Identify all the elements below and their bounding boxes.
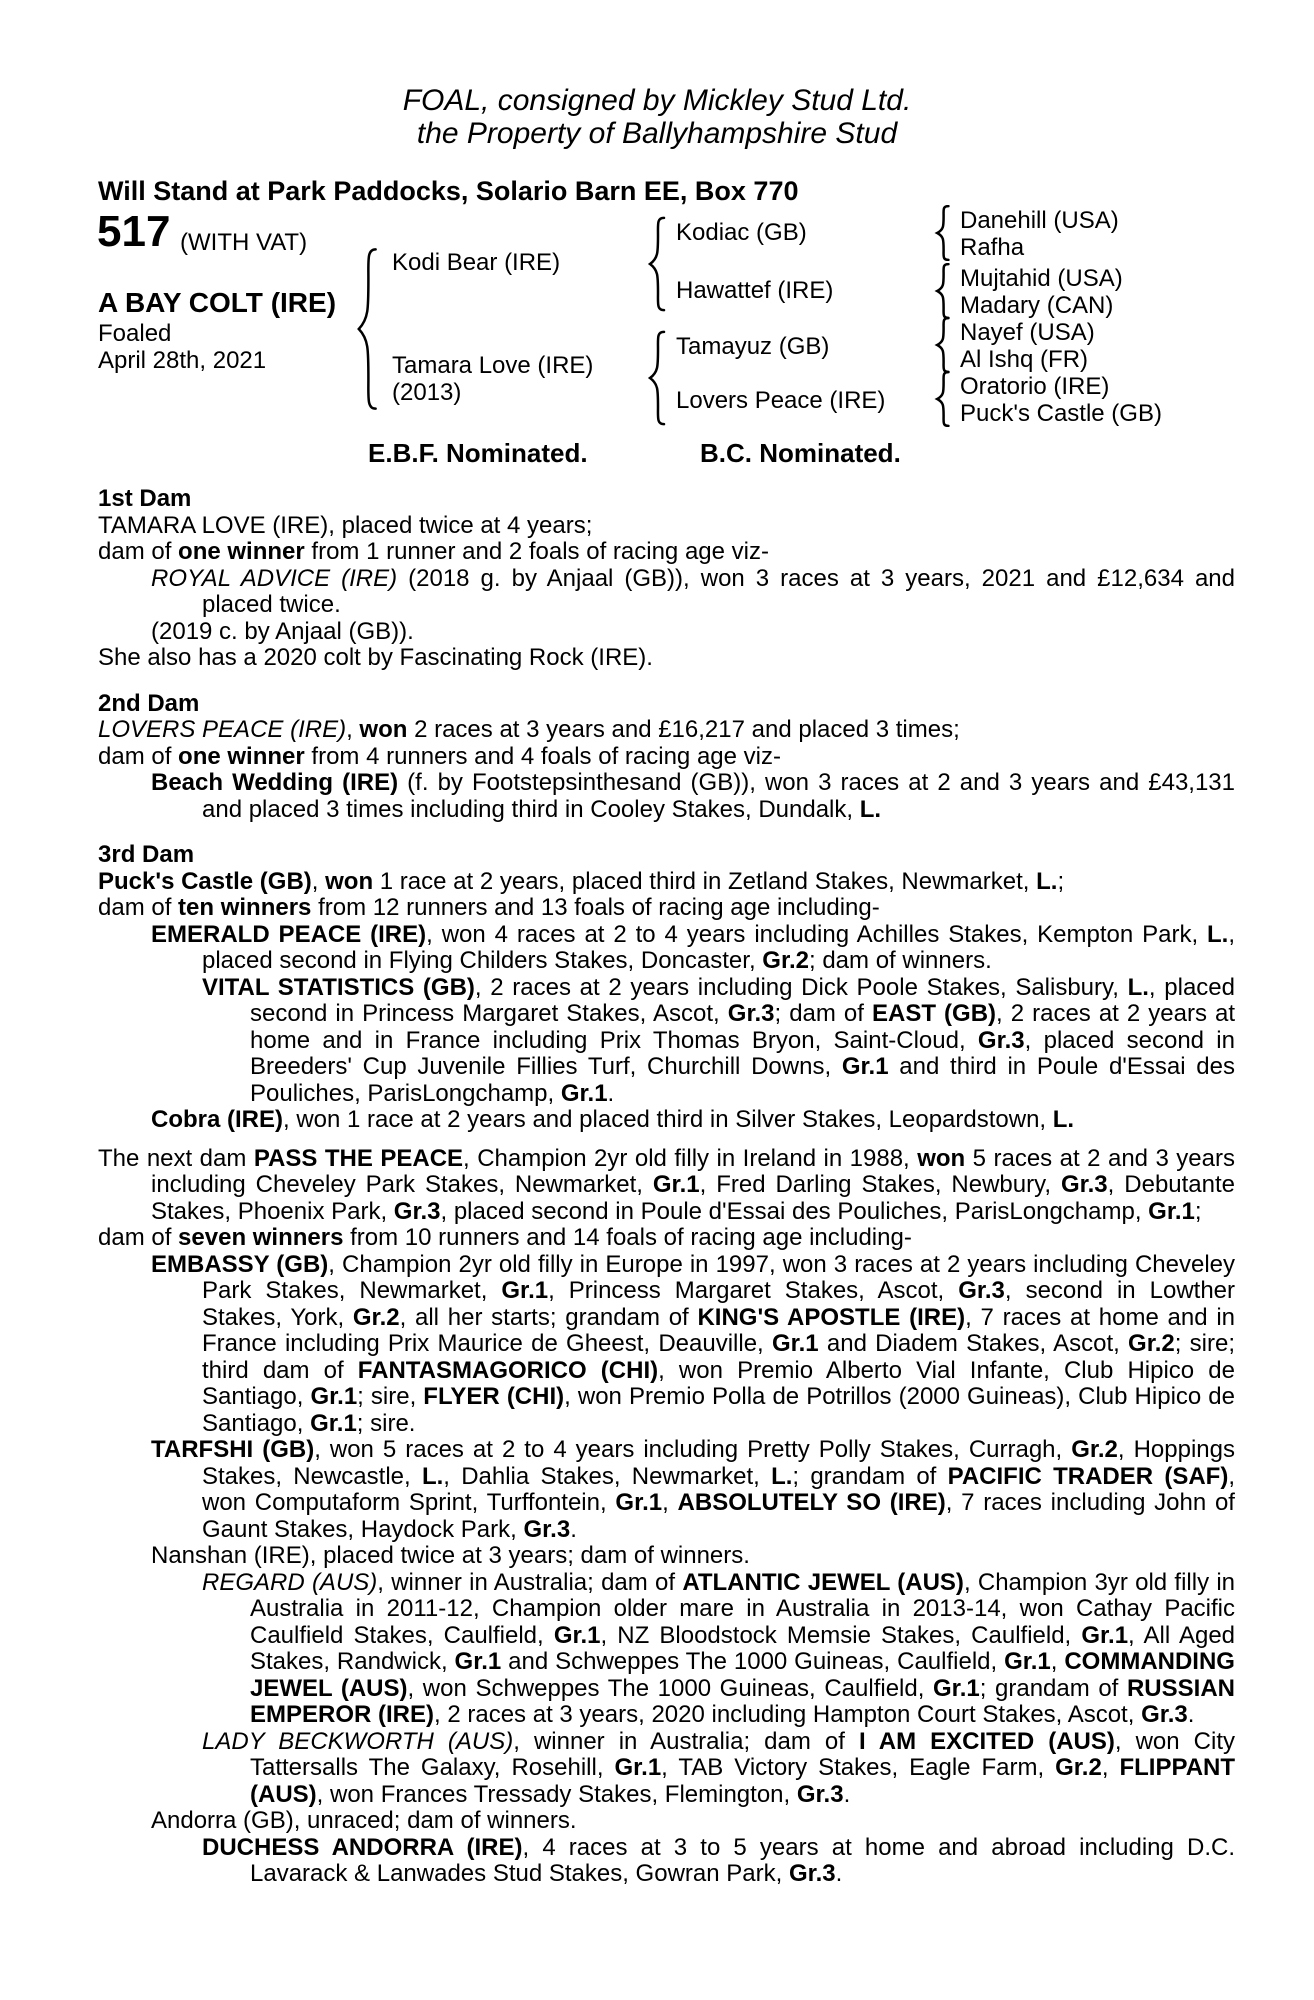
pedigree-paragraph xyxy=(98,717,1235,744)
lot-number: 517 xyxy=(97,207,171,256)
text-run: L. xyxy=(1127,973,1149,1001)
pedigree-paragraph xyxy=(98,1225,1235,1252)
pedigree-paragraph xyxy=(98,770,1235,823)
text-run: Gr.1 xyxy=(841,1053,889,1080)
vat-note: (WITH VAT) xyxy=(180,229,308,256)
text-run: won xyxy=(917,1144,966,1172)
text-run: TARFSHI (GB) xyxy=(151,1436,315,1463)
text-run: Gr.3 xyxy=(796,1780,844,1808)
text-run: , Champion 3yr old filly in Australia in 2011-12, Champion older mare in Australia in 2013-14, won Cathay Pacific Caulfield Stakes, Caulfield, xyxy=(250,1568,1236,1649)
text-run: Gr.3 xyxy=(393,1197,441,1225)
text-run: from 12 runners and 13 foals of racing age including- xyxy=(311,894,880,921)
sire-sire-name: Kodiac (GB) xyxy=(676,219,807,246)
ggp-name: Al Ishq (FR) xyxy=(960,346,1089,373)
text-run: Gr.1 xyxy=(615,1489,663,1516)
text-run: , placed second in Flying Childers Stakes, Doncaster, xyxy=(202,920,1236,974)
dam-heading: 3rd Dam xyxy=(98,841,195,868)
text-run: won xyxy=(359,716,408,743)
dam-section xyxy=(98,1146,1235,1888)
text-run: DUCHESS ANDORRA (IRE) xyxy=(202,1833,523,1861)
text-run: L. xyxy=(1052,1106,1075,1133)
text-run: seven winners xyxy=(178,1224,344,1251)
text-run: FANTASMAGORICO (CHI) xyxy=(357,1356,659,1384)
foaled-label: Foaled xyxy=(98,320,172,347)
text-run: COMMANDING JEWEL (AUS) xyxy=(250,1648,1235,1702)
text-run: , won Premio Polla de Potrillos (2000 Guineas), Club Hipico de Santiago, xyxy=(202,1383,1235,1437)
text-run: EMERALD PEACE (IRE) xyxy=(151,920,427,948)
text-run: , won 4 races at 2 to 4 years including Achilles Stakes, Kempton Park, xyxy=(426,920,1208,948)
text-run: L. xyxy=(771,1462,793,1490)
text-run: Gr.1 xyxy=(1081,1621,1129,1649)
text-run: and Schweppes The 1000 Guineas, Caulfield, xyxy=(501,1648,1005,1675)
page-title-line1: FOAL, consigned by Mickley Stud Ltd. xyxy=(402,84,912,117)
text-run: , xyxy=(346,716,360,743)
text-run: Gr.3 xyxy=(1060,1171,1108,1198)
text-run: 1 race at 2 years, placed third in Zetland Stakes, Newmarket, xyxy=(373,867,1037,895)
pedigree-paragraph xyxy=(98,744,1235,771)
text-run: dam of xyxy=(98,1224,179,1251)
text-run: Gr.3 xyxy=(788,1860,836,1887)
text-run: , xyxy=(1050,1648,1065,1675)
dam-dam-name: Lovers Peace (IRE) xyxy=(676,387,886,414)
text-run: ; sire; third dam of xyxy=(202,1330,1235,1384)
text-run: , Hoppings Stakes, Newcastle, xyxy=(202,1436,1235,1490)
text-run: , Dahlia Stakes, Newmarket, xyxy=(443,1462,772,1490)
text-run: PACIFIC TRADER (SAF) xyxy=(947,1462,1229,1490)
text-run: EMBASSY (GB) xyxy=(151,1250,329,1278)
text-run: , winner in Australia; dam of xyxy=(513,1727,859,1755)
text-run: , 7 races at home and in France including Prix Maurice de Gheest, Deauville, xyxy=(202,1303,1235,1357)
text-run: Gr.1 xyxy=(560,1079,608,1107)
text-run: , won Schweppes The 1000 Guineas, Caulfield, xyxy=(407,1674,934,1702)
text-run: dam of xyxy=(98,894,179,921)
text-run: , 4 races at 3 to 5 years at home and abroad including D.C. Lavarack & Lanwades Stud Stakes, Gowran Park, xyxy=(250,1833,1236,1887)
bc-nomination: B.C. Nominated. xyxy=(700,438,901,468)
pedigree-paragraph xyxy=(98,1543,1235,1570)
text-run: and Diadem Stakes, Ascot, xyxy=(818,1330,1129,1357)
text-run: 2 races at 3 years and £16,217 and placed 3 times; xyxy=(407,716,960,743)
text-run: , Champion 2yr old filly in Europe in 1997, won 3 races at 2 years including Cheveley Park Stakes, Newmarket, xyxy=(202,1250,1235,1304)
stand-location-line: Will Stand at Park Paddocks, Solario Barn EE, Box 770 xyxy=(98,176,799,206)
pedigree-brace-ds xyxy=(934,317,950,373)
pedigree-paragraph xyxy=(98,566,1235,619)
text-run: ; dam of winners. xyxy=(809,947,992,974)
text-run: Gr.1 xyxy=(614,1754,662,1781)
text-run: . xyxy=(843,1780,851,1808)
text-run: . xyxy=(835,1860,843,1887)
pedigree-brace-dam xyxy=(646,330,666,426)
ggp-name: Nayef (USA) xyxy=(960,319,1095,346)
text-run: ATLANTIC JEWEL (AUS) xyxy=(682,1568,964,1596)
text-run: Gr.1 xyxy=(933,1674,980,1702)
sire-name: Kodi Bear (IRE) xyxy=(392,249,561,276)
text-run: Andorra (GB), unraced; dam of winners. xyxy=(151,1807,577,1834)
text-run: , All Aged Stakes, Randwick, xyxy=(250,1621,1236,1675)
text-run: 5 races at 2 and 3 years including Cheveley Park Stakes, Newmarket, xyxy=(151,1144,1235,1198)
text-run: dam of xyxy=(98,742,179,770)
dam-heading: 2nd Dam xyxy=(98,689,200,717)
pedigree-brace-sd xyxy=(934,263,950,319)
text-run: from 10 runners and 14 foals of racing age including- xyxy=(343,1224,912,1251)
text-run: FLYER (CHI) xyxy=(423,1383,565,1410)
pedigree-paragraph xyxy=(98,1729,1235,1809)
pedigree-paragraph xyxy=(98,975,1235,1108)
text-run: , won Premio Alberto Vial Infante, Club Hipico de Santiago, xyxy=(202,1356,1235,1410)
text-run: ABSOLUTELY SO (IRE) xyxy=(677,1489,946,1516)
pedigree-paragraph xyxy=(98,869,1235,896)
pedigree-paragraph xyxy=(98,922,1235,975)
text-run: Gr.3 xyxy=(727,1000,775,1027)
text-run: FLIPPANT (AUS) xyxy=(250,1754,1236,1808)
ggp-name: Puck's Castle (GB) xyxy=(960,400,1162,427)
ebf-nomination: E.B.F. Nominated. xyxy=(368,438,588,468)
text-run: LOVERS PEACE (IRE) xyxy=(98,716,347,743)
text-run: Gr.2 xyxy=(1128,1330,1175,1357)
text-run: ten winners xyxy=(178,894,312,921)
dam-year: (2013) xyxy=(392,379,462,406)
text-run: ; xyxy=(1194,1197,1202,1225)
text-run: and third in Poule d'Essai des Pouliches, ParisLongchamp, xyxy=(250,1053,1235,1107)
pedigree-paragraph xyxy=(98,1146,1235,1226)
pedigree-paragraph xyxy=(98,645,1235,672)
text-run: , won 1 race at 2 years and placed third in Silver Stakes, Leopardstown, xyxy=(283,1106,1053,1133)
text-run: ROYAL ADVICE (IRE) xyxy=(151,564,398,592)
dam-sections xyxy=(98,486,1235,1888)
pedigree-paragraph xyxy=(98,1570,1235,1729)
text-run: Gr.1 xyxy=(652,1171,700,1198)
text-run: The next dam xyxy=(98,1144,254,1172)
pedigree-paragraph xyxy=(98,1808,1235,1835)
text-run: (2018 g. by Anjaal (GB)), won 3 races at 3 years, 2021 and £12,634 and placed twice. xyxy=(202,564,1235,618)
text-run: won xyxy=(325,867,374,895)
text-run: dam of xyxy=(98,538,179,565)
pedigree-brace-gen1 xyxy=(354,246,378,412)
text-run: Gr.1 xyxy=(553,1621,601,1649)
text-run: Gr.2 xyxy=(1055,1754,1102,1781)
ggp-name: Danehill (USA) xyxy=(960,207,1119,234)
text-run: PASS THE PEACE xyxy=(253,1144,464,1172)
text-run: Gr.1 xyxy=(501,1277,549,1304)
text-run: , Fred Darling Stakes, Newbury, xyxy=(699,1171,1061,1198)
text-run: ; sire, xyxy=(357,1383,424,1410)
text-run: L. xyxy=(421,1462,444,1490)
text-run: , placed second in Poule d'Essai des Pouliches, ParisLongchamp, xyxy=(440,1197,1149,1225)
text-run: , all her starts; grandam of xyxy=(399,1303,698,1331)
pedigree-paragraph xyxy=(98,1252,1235,1438)
dam-name: Tamara Love (IRE) xyxy=(392,352,594,379)
text-run: , 7 races including John of Gaunt Stakes, Haydock Park, xyxy=(202,1489,1235,1543)
text-run: Gr.1 xyxy=(1004,1648,1051,1675)
dam-section xyxy=(98,486,1235,672)
pedigree-paragraph xyxy=(98,895,1235,922)
text-run: KING'S APOSTLE (IRE) xyxy=(697,1303,966,1331)
text-run: , 2 races at 2 years at home and in France including Prix Thomas Bryon, Saint-Cloud, xyxy=(250,1000,1236,1054)
text-run: , placed second in Breeders' Cup Juvenile Fillies Turf, Churchill Downs, xyxy=(250,1026,1235,1080)
ggp-name: Madary (CAN) xyxy=(960,292,1114,319)
text-run: Gr.1 xyxy=(1148,1197,1195,1225)
text-run: , won 5 races at 2 to 4 years including Pretty Polly Stakes, Curragh, xyxy=(314,1436,1072,1463)
text-run: I AM EXCITED (AUS) xyxy=(858,1727,1115,1755)
dam-section xyxy=(98,691,1235,824)
text-run: one winner xyxy=(178,538,305,565)
text-run: , won Computaform Sprint, Turffontein, xyxy=(202,1462,1235,1516)
text-run: . xyxy=(1187,1701,1195,1728)
dam-section xyxy=(98,842,1235,1134)
text-run: L. xyxy=(1207,920,1229,948)
text-run: , won Frances Tressady Stakes, Flemington, xyxy=(316,1780,797,1808)
text-run: Gr.2 xyxy=(762,947,809,974)
text-run: Gr.3 xyxy=(523,1515,571,1543)
text-run: Gr.1 xyxy=(771,1330,819,1357)
text-run: L. xyxy=(1036,867,1058,895)
text-run: , xyxy=(311,867,326,895)
text-run: , 2 races at 2 years including Dick Poole Stakes, Salisbury, xyxy=(474,973,1128,1001)
text-run: ; grandam of xyxy=(792,1462,948,1490)
text-run: (2019 c. by Anjaal (GB)). xyxy=(151,617,414,645)
ggp-name: Mujtahid (USA) xyxy=(960,265,1123,292)
text-run: (f. by Footstepsinthesand (GB)), won 3 races at 2 and 3 years and £43,131 and placed 3 times including third in Cooley Stakes, Dundalk, xyxy=(202,769,1235,823)
text-run: ; grandam of xyxy=(979,1674,1127,1702)
text-run: TAMARA LOVE (IRE), placed twice at 4 years; xyxy=(98,511,593,539)
pedigree-brace-ss xyxy=(934,205,950,261)
text-run: ; dam of xyxy=(774,1000,872,1027)
text-run: ; xyxy=(1057,867,1065,895)
text-run: Gr.3 xyxy=(958,1277,1005,1304)
foaled-date: April 28th, 2021 xyxy=(98,347,267,374)
lot-description: A BAY COLT (IRE) xyxy=(98,287,337,318)
text-run: VITAL STATISTICS (GB) xyxy=(202,973,475,1001)
text-run: L. xyxy=(859,795,882,823)
text-run: . xyxy=(607,1079,615,1107)
text-run: , placed second in Princess Margaret Stakes, Ascot, xyxy=(250,973,1235,1027)
text-run: , 2 races at 3 years, 2020 including Hampton Court Stakes, Ascot, xyxy=(434,1701,1142,1728)
text-run: Cobra (IRE) xyxy=(151,1106,283,1133)
pedigree-paragraph xyxy=(98,539,1235,566)
text-run: REGARD (AUS) xyxy=(202,1568,378,1596)
text-run: , TAB Victory Stakes, Eagle Farm, xyxy=(661,1754,1056,1781)
text-run: one winner xyxy=(178,742,305,770)
text-run: ; sire. xyxy=(356,1409,416,1437)
text-run: Gr.2 xyxy=(1071,1436,1118,1463)
text-run: Gr.2 xyxy=(352,1303,400,1331)
text-run: Puck's Castle (GB) xyxy=(98,867,312,895)
text-run: , second in Lowther Stakes, York, xyxy=(202,1277,1236,1331)
text-run: , xyxy=(1101,1754,1120,1781)
text-run: , xyxy=(662,1489,678,1516)
text-run: from 1 runner and 2 foals of racing age viz- xyxy=(304,538,769,565)
text-run: , winner in Australia; dam of xyxy=(377,1568,683,1596)
text-run: Gr.1 xyxy=(454,1648,502,1675)
text-run: , Champion 2yr old filly in Ireland in 1988, xyxy=(463,1144,918,1172)
text-run: Gr.1 xyxy=(310,1409,357,1437)
text-run: , won City Tattersalls The Galaxy, Rosehill, xyxy=(250,1727,1236,1781)
text-run: , NZ Bloodstock Memsie Stakes, Caulfield, xyxy=(600,1621,1082,1649)
text-run: She also has a 2020 colt by Fascinating Rock (IRE). xyxy=(98,644,653,671)
text-run: Gr.3 xyxy=(1141,1701,1188,1728)
pedigree-paragraph xyxy=(98,1437,1235,1543)
text-run: EAST (GB) xyxy=(871,1000,997,1027)
pedigree-brace-dd xyxy=(934,371,950,427)
text-run: Gr.3 xyxy=(977,1026,1025,1054)
ggp-name: Oratorio (IRE) xyxy=(960,373,1110,400)
ggp-name: Rafha xyxy=(960,234,1025,261)
dam-heading: 1st Dam xyxy=(98,485,192,512)
text-run: Beach Wedding (IRE) xyxy=(151,769,399,796)
dam-sire-name: Tamayuz (GB) xyxy=(676,333,830,360)
pedigree-paragraph xyxy=(98,513,1235,540)
text-run: , Princess Margaret Stakes, Ascot, xyxy=(548,1277,959,1304)
page-title-line2: the Property of Ballyhampshire Stud xyxy=(416,117,898,150)
text-run: RUSSIAN EMPEROR (IRE) xyxy=(250,1674,1235,1728)
pedigree-paragraph xyxy=(98,1835,1235,1888)
pedigree-paragraph xyxy=(98,619,1235,646)
pedigree-brace-sire xyxy=(646,216,666,312)
text-run: , Debutante Stakes, Phoenix Park, xyxy=(151,1171,1236,1225)
text-run: LADY BECKWORTH (AUS) xyxy=(202,1727,514,1755)
text-run: . xyxy=(570,1515,577,1543)
text-run: Gr.1 xyxy=(310,1383,358,1410)
text-run: from 4 runners and 4 foals of racing age viz- xyxy=(304,742,781,770)
pedigree-paragraph xyxy=(98,1107,1235,1134)
sire-dam-name: Hawattef (IRE) xyxy=(676,277,834,304)
text-run: Nanshan (IRE), placed twice at 3 years; dam of winners. xyxy=(151,1542,750,1569)
